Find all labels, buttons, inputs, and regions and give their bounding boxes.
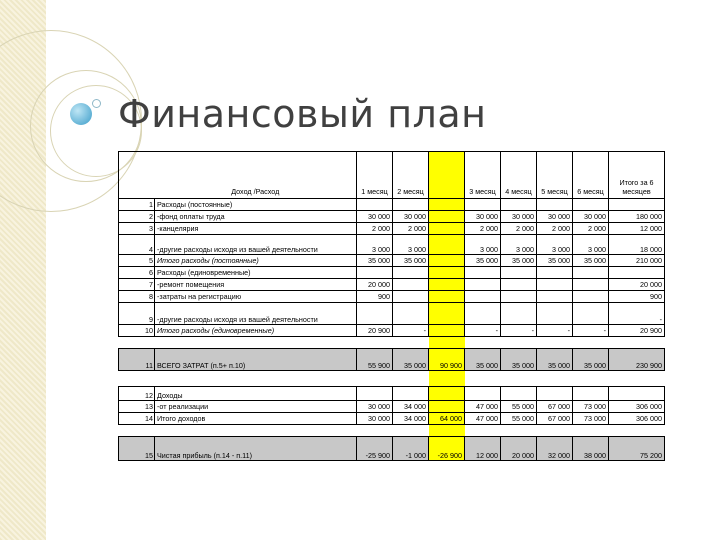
cell-value: 35 000: [501, 255, 537, 267]
spacer-row: [119, 371, 665, 387]
header-month: 5 месяц: [537, 152, 573, 199]
row-label: Итого доходов: [155, 413, 357, 425]
cell-value: 55 000: [501, 413, 537, 425]
cell-value: 38 000: [573, 437, 609, 461]
cell-value: 34 000: [393, 401, 429, 413]
cell-value: 2 000: [393, 223, 429, 235]
row-number: 3: [119, 223, 155, 235]
cell-value: [537, 387, 573, 401]
cell-value: 2 000: [537, 223, 573, 235]
cell-value: 90 900: [429, 349, 465, 371]
cell-total: 306 000: [609, 401, 665, 413]
cell-value: 3 000: [393, 235, 429, 255]
header-month: 3 месяц: [465, 152, 501, 199]
cell-value: [429, 303, 465, 325]
cell-total: [609, 387, 665, 401]
row-label: -затраты на регистрацию: [155, 291, 357, 303]
cell-value: 30 000: [357, 211, 393, 223]
header-month: 1 месяц: [357, 152, 393, 199]
cell-value: 73 000: [573, 413, 609, 425]
table-row: [119, 279, 665, 291]
cell-value: 3 000: [537, 235, 573, 255]
cell-value: [357, 267, 393, 279]
cell-value: [465, 303, 501, 325]
cell-value: [357, 303, 393, 325]
cell-value: -: [573, 325, 609, 337]
cell-value: 35 000: [393, 349, 429, 371]
cell-value: 32 000: [537, 437, 573, 461]
cell-value: -: [465, 325, 501, 337]
cell-value: [465, 387, 501, 401]
row-label: -от реализации: [155, 401, 357, 413]
cell-value: [429, 211, 465, 223]
cell-value: [501, 199, 537, 211]
table-row: [119, 401, 665, 413]
cell-value: 30 000: [393, 211, 429, 223]
cell-value: 67 000: [537, 401, 573, 413]
row-number: 1: [119, 199, 155, 211]
cell-value: 2 000: [573, 223, 609, 235]
cell-value: 20 000: [357, 279, 393, 291]
cell-value: -: [393, 325, 429, 337]
row-number: 5: [119, 255, 155, 267]
cell-total: -: [609, 303, 665, 325]
cell-value: [501, 387, 537, 401]
cell-value: 20 900: [357, 325, 393, 337]
table-row: [119, 325, 665, 337]
cell-value: 47 000: [465, 401, 501, 413]
row-number: 10: [119, 325, 155, 337]
cell-value: [573, 291, 609, 303]
row-label: ВСЕГО ЗАТРАТ (п.5+ п.10): [155, 349, 357, 371]
cell-value: [573, 303, 609, 325]
cell-value: [357, 387, 393, 401]
cell-value: 34 000: [393, 413, 429, 425]
cell-total: [609, 199, 665, 211]
cell-value: -25 900: [357, 437, 393, 461]
cell-value: [393, 267, 429, 279]
cell-value: 64 000: [429, 413, 465, 425]
cell-value: [429, 401, 465, 413]
cell-value: [393, 303, 429, 325]
table-row: [119, 267, 665, 279]
cell-value: [429, 235, 465, 255]
cell-value: [465, 279, 501, 291]
cell-value: [501, 303, 537, 325]
table-row: [119, 349, 665, 371]
cell-value: 35 000: [537, 349, 573, 371]
row-label: -ремонт помещения: [155, 279, 357, 291]
cell-total: 20 900: [609, 325, 665, 337]
cell-value: [501, 267, 537, 279]
cell-value: [537, 303, 573, 325]
cell-value: 12 000: [465, 437, 501, 461]
cell-value: 30 000: [465, 211, 501, 223]
cell-value: [465, 199, 501, 211]
cell-value: 55 000: [501, 401, 537, 413]
row-number: 4: [119, 235, 155, 255]
cell-total: [609, 267, 665, 279]
cell-value: 20 000: [501, 437, 537, 461]
cell-value: 35 000: [573, 349, 609, 371]
cell-value: [429, 267, 465, 279]
cell-value: [429, 279, 465, 291]
table-header-row: [119, 152, 665, 199]
header-month: [429, 152, 465, 199]
slide-title: Финансовый план: [118, 92, 487, 136]
cell-value: [429, 387, 465, 401]
cell-value: 30 000: [357, 401, 393, 413]
row-label: Чистая прибыль (п.14 - п.11): [155, 437, 357, 461]
decorative-dot: [92, 99, 101, 108]
cell-value: [501, 279, 537, 291]
row-number: 12: [119, 387, 155, 401]
header-total: Итого за 6 месяцев: [609, 152, 665, 199]
cell-value: 35 000: [393, 255, 429, 267]
cell-value: 2 000: [357, 223, 393, 235]
row-number: 8: [119, 291, 155, 303]
cell-value: 30 000: [501, 211, 537, 223]
cell-value: 900: [357, 291, 393, 303]
cell-value: 35 000: [573, 255, 609, 267]
cell-total: 900: [609, 291, 665, 303]
table-row: [119, 387, 665, 401]
table-row: [119, 437, 665, 461]
row-label: Расходы (единовременные): [155, 267, 357, 279]
cell-value: 35 000: [357, 255, 393, 267]
cell-value: [465, 267, 501, 279]
table-row: [119, 235, 665, 255]
cell-value: [573, 267, 609, 279]
spacer-row: [119, 337, 665, 349]
decorative-dot: [70, 103, 92, 125]
row-number: 15: [119, 437, 155, 461]
row-label: -другие расходы исходя из вашей деятельности: [155, 235, 357, 255]
cell-value: [465, 291, 501, 303]
cell-value: -: [501, 325, 537, 337]
cell-value: -: [537, 325, 573, 337]
row-number: 7: [119, 279, 155, 291]
cell-value: 47 000: [465, 413, 501, 425]
cell-value: -1 000: [393, 437, 429, 461]
header-month: 2 месяц: [393, 152, 429, 199]
financial-plan-table: [118, 151, 665, 461]
row-number: 9: [119, 303, 155, 325]
row-label: -канцелярия: [155, 223, 357, 235]
cell-value: 30 000: [537, 211, 573, 223]
table-row: [119, 199, 665, 211]
cell-value: [357, 199, 393, 211]
table-row: [119, 303, 665, 325]
cell-value: 3 000: [573, 235, 609, 255]
table-row: [119, 211, 665, 223]
cell-total: 306 000: [609, 413, 665, 425]
row-number: 13: [119, 401, 155, 413]
table-row: [119, 291, 665, 303]
cell-total: 210 000: [609, 255, 665, 267]
cell-value: [429, 291, 465, 303]
header-month: 6 месяц: [573, 152, 609, 199]
cell-value: 30 000: [357, 413, 393, 425]
cell-value: 35 000: [465, 349, 501, 371]
cell-value: 35 000: [465, 255, 501, 267]
row-number: 11: [119, 349, 155, 371]
cell-value: [393, 387, 429, 401]
cell-value: 67 000: [537, 413, 573, 425]
table-row: [119, 255, 665, 267]
cell-total: 230 900: [609, 349, 665, 371]
cell-value: [537, 291, 573, 303]
cell-value: [429, 255, 465, 267]
cell-value: [429, 199, 465, 211]
cell-value: 55 900: [357, 349, 393, 371]
row-label: -фонд оплаты труда: [155, 211, 357, 223]
row-label: Доходы: [155, 387, 357, 401]
cell-value: 2 000: [501, 223, 537, 235]
cell-value: 3 000: [501, 235, 537, 255]
row-label: -другие расходы исходя из вашей деятельности: [155, 303, 357, 325]
cell-value: 30 000: [573, 211, 609, 223]
row-number: 14: [119, 413, 155, 425]
cell-value: [573, 387, 609, 401]
cell-value: [573, 199, 609, 211]
cell-value: 35 000: [537, 255, 573, 267]
header-month: 4 месяц: [501, 152, 537, 199]
cell-value: 3 000: [465, 235, 501, 255]
cell-value: [429, 223, 465, 235]
cell-value: -26 900: [429, 437, 465, 461]
cell-value: [537, 199, 573, 211]
cell-value: 73 000: [573, 401, 609, 413]
cell-value: 35 000: [501, 349, 537, 371]
row-number: 6: [119, 267, 155, 279]
spacer-row: [119, 425, 665, 437]
cell-value: [393, 279, 429, 291]
cell-total: 20 000: [609, 279, 665, 291]
header-label: Доход /Расход: [155, 152, 357, 199]
cell-value: 2 000: [465, 223, 501, 235]
row-label: Расходы (постоянные): [155, 199, 357, 211]
table-row: [119, 223, 665, 235]
cell-total: 180 000: [609, 211, 665, 223]
cell-value: [537, 279, 573, 291]
cell-value: [537, 267, 573, 279]
cell-total: 18 000: [609, 235, 665, 255]
cell-value: [501, 291, 537, 303]
row-number: 2: [119, 211, 155, 223]
row-label: Итого расходы (постоянные): [155, 255, 357, 267]
cell-value: [393, 199, 429, 211]
cell-value: [393, 291, 429, 303]
table-row: [119, 413, 665, 425]
cell-total: 75 200: [609, 437, 665, 461]
cell-value: [573, 279, 609, 291]
cell-value: 3 000: [357, 235, 393, 255]
row-label: Итого расходы (единовременные): [155, 325, 357, 337]
cell-total: 12 000: [609, 223, 665, 235]
cell-value: [429, 325, 465, 337]
